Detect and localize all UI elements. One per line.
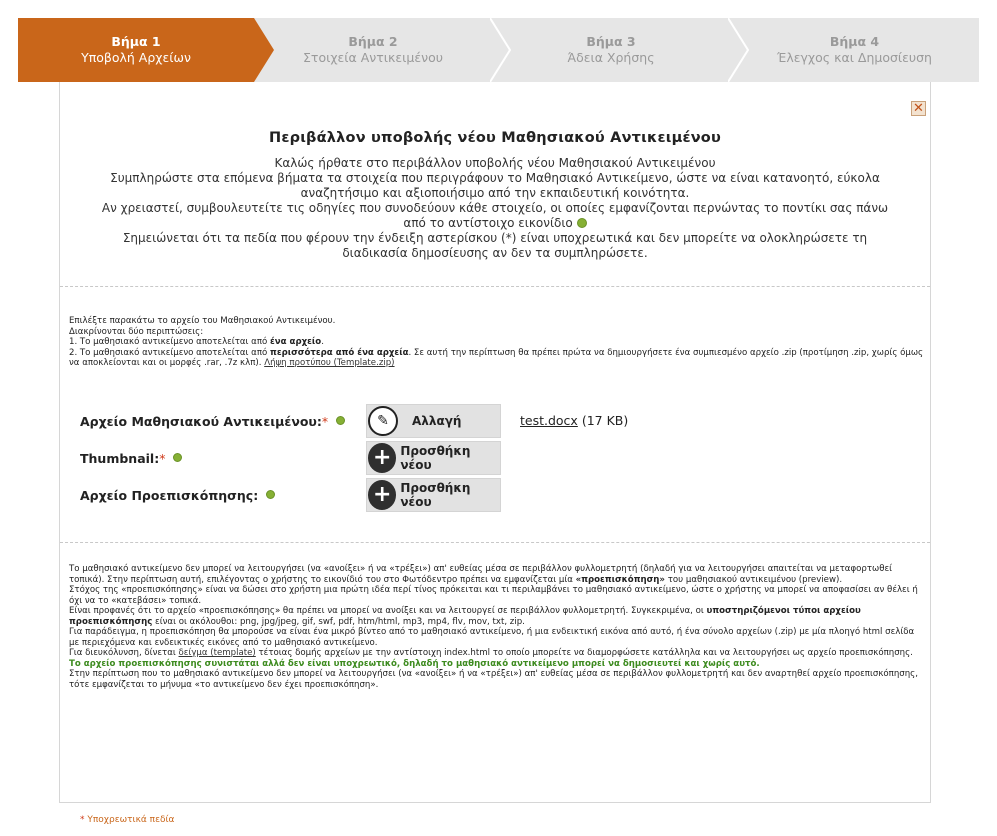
instructions-line-3 (69, 337, 924, 348)
plus-icon: + (368, 443, 396, 473)
instructions-line-1: Επιλέξτε παρακάτω το αρχείο του Μαθησιακού Αντικειμένου. (69, 316, 336, 326)
info-p1-pre: Το μαθησιακό αντικείμενο δεν μπορεί να λειτουργήσει (να «ανοίξει» ή να «τρέξει») απ' ευθείας μέσα σε περιβάλλον φυλλομετρητή (δηλαδή για να λειτουργήσει απαιτείται να μεταφορτωθεί τοπικά). Στην περίπτωση αυτή, επιλέγοντας ο χρήστης το εικονίδιό του στο Φωτόδεντρο πρέπει να εμφανίζεται μία (69, 564, 893, 585)
page-title: Περιβάλλον υποβολής νέου Μαθησιακού Αντικειμένου (269, 130, 721, 146)
info-p3-bold: υποστηριζόμενοι τύποι αρχείου προεπισκόπησης (69, 606, 861, 627)
learning-object-file-row (80, 404, 920, 438)
info-paragraph-4: Για παράδειγμα, η προεπισκόπηση θα μπορούσε να είναι ένα μικρό βίντεο από το μαθησιακό αντικείμενο, ή μια ενδεικτική εικόνα από αυτό, ή ένα σύνολο αρχείων (.zip) με μία πλοηγό html σελίδα με περιεχόμενα και ενδεικτικές εικόνες από το μαθησιακό αντικείμενο. (69, 627, 915, 648)
upload-panel (59, 82, 931, 803)
step-2-label: Στοιχεία Αντικειμένου (303, 50, 443, 65)
intro-section (60, 130, 930, 261)
info-paragraph-3 (69, 606, 924, 627)
uploaded-file-info (520, 413, 628, 428)
welcome-text: Καλώς ήρθατε στο περιβάλλον υποβολής νέου Μαθησιακού Αντικειμένου (274, 156, 716, 170)
info-paragraph-5 (69, 648, 924, 659)
step-2-object-details[interactable] (254, 18, 492, 82)
step-1-label: Υποβολή Αρχείων (81, 50, 191, 65)
required-fields-text: Υποχρεωτικά πεδία (87, 815, 175, 825)
step-4-label: Έλεγχος και Δημοσίευση (777, 50, 932, 65)
info-tip-icon[interactable] (336, 416, 345, 425)
step-3-number: Βήμα 3 (586, 34, 636, 49)
required-asterisk: * (321, 414, 329, 429)
step-1-arrow (254, 18, 274, 82)
info-p5-post: τέτοιας δομής αρχείων με την αντίστοιχη index.html το οποίο μπορείτε να διαμορφώσετε κατάλληλα και να λειτουργήσει ως αρχείο προεπισκόπησης. (255, 648, 913, 658)
step-3-label: Άδεια Χρήσης (567, 50, 655, 65)
info-p1-bold: «προεπισκόπηση» (575, 574, 665, 585)
file-instructions (69, 316, 924, 369)
intro-text-3 (60, 201, 930, 231)
info-p1-post: του μαθησιακού αντικειμένου (preview). (664, 574, 843, 585)
wizard-stepper (18, 18, 979, 82)
step-1-number: Βήμα 1 (111, 34, 161, 49)
uploaded-file-link[interactable]: test.docx (520, 413, 578, 428)
info-paragraph-7: Στην περίπτωση που το μαθησιακό αντικείμενο δεν μπορεί να λειτουργήσει (να «ανοίξει» ή να «τρέξει») απ' ευθείας μέσα σε περιβάλλον φυλλομετρητή και δεν αναρτηθεί αρχείο προεπισκόπησης, τότε εμφανίζεται το μήνυμα «το αντικείμενο δεν έχει προεπισκόπηση». (69, 669, 918, 690)
required-asterisk: * (159, 451, 166, 466)
thumbnail-row (80, 441, 920, 475)
instructions-line-4-bold: περισσότερα από ένα αρχεία (270, 347, 409, 358)
change-button-label: Αλλαγή (412, 414, 462, 428)
thumbnail-label-text: Thumbnail: (80, 451, 160, 466)
instructions-line-4-pre: 2. Το μαθησιακό αντικείμενο αποτελείται από (69, 347, 271, 358)
info-paragraph-6: Το αρχείο προεπισκόπησης συνιστάται αλλά δεν είναι υποχρεωτικό, δηλαδή το μαθησιακό αντικείμενο μπορεί να δημοσιευτεί και χωρίς αυτό. (69, 658, 760, 669)
instructions-line-2: Διακρίνονται δύο περιπτώσεις: (69, 326, 204, 337)
info-p3-post: είναι οι ακόλουθοι: png, jpg/jpeg, gif, swf, pdf, htm/html, mp3, mp4, flv, mov, txt, zip. (152, 616, 525, 627)
thumbnail-label (80, 451, 182, 466)
instructions-line-4-post: . Σε αυτή την περίπτωση θα πρέπει πρώτα να δημιουργήσετε ένα συμπιεσμένο αρχείο .zip (προτίμηση .zip, χωρίς όμως να αποκλείονται και οι μορφές .rar, .7z κλπ). (69, 347, 924, 368)
step-2-number: Βήμα 2 (348, 34, 398, 49)
preview-file-label (80, 488, 275, 503)
preview-info-text (69, 564, 924, 690)
info-p3-pre: Είναι προφανές ότι το αρχείο «προεπισκόπησης» θα πρέπει να μπορεί να ανοίξει και να λειτουργεί σε περιβάλλον φυλλομετρητή. Συγκεκριμένα, οι (69, 606, 707, 616)
required-asterisk: * (80, 815, 85, 825)
add-thumbnail-button[interactable] (366, 441, 501, 475)
info-tip-icon[interactable] (266, 490, 275, 499)
preview-label-text: Αρχείο Προεπισκόπησης: (80, 488, 259, 503)
step-3-separator (728, 18, 750, 82)
template-download-link[interactable]: Λήψη προτύπου (Template.zip) (264, 358, 395, 368)
plus-icon: + (368, 480, 396, 510)
close-icon: ✕ (913, 101, 924, 116)
intro-text-2: Συμπληρώστε στα επόμενα βήματα τα στοιχεία που περιγράφουν το Μαθησιακό Αντικείμενο, ώστε να είναι κατανοητό, εύκολα αναζητήσιμο και αξιοποιήσιμο από την εκπαιδευτική κοινότητα. (110, 171, 880, 200)
step-4-number: Βήμα 4 (829, 34, 880, 49)
close-button[interactable] (911, 101, 926, 116)
divider (60, 286, 930, 287)
learning-object-label-text: Αρχείο Μαθησιακού Αντικειμένου: (80, 414, 322, 429)
instructions-line-3-pre: 1. Το μαθησιακό αντικείμενο αποτελείται από (69, 337, 271, 347)
info-paragraph-2: Στόχος της «προεπισκόπησης» είναι να δώσει στο χρήστη μια πρώτη ιδέα περί τίνος πρόκειται και τι περιλαμβάνει το μαθησιακό αντικείμενο, ώστε ο χρήστης να μπορεί να αποφασίσει αν θέλει ή όχι να το «κατεβάσει» τοπικά. (69, 585, 918, 606)
step-1-upload-files[interactable] (18, 18, 254, 82)
pencil-icon: ✎ (368, 406, 398, 436)
change-file-button[interactable] (366, 404, 501, 438)
add-preview-label: Προσθήκη νέου (400, 481, 471, 509)
preview-file-row (80, 478, 920, 512)
instructions-line-3-bold: ένα αρχείο (270, 337, 322, 347)
step-3-license[interactable] (492, 18, 730, 82)
info-paragraph-1 (69, 564, 924, 585)
learning-object-file-label (80, 414, 345, 429)
step-2-separator (490, 18, 512, 82)
preview-template-link[interactable]: δείγμα (template) (178, 648, 256, 658)
uploaded-file-size: (17 KB) (581, 413, 629, 428)
info-tip-icon[interactable] (173, 453, 182, 462)
required-fields-note (80, 815, 174, 825)
intro-text-4: Σημειώνεται ότι τα πεδία που φέρουν την ένδειξη αστερίσκου (*) είναι υποχρεωτικά και δεν μπορείτε να ολοκληρώσετε τη διαδικασία δημοσίευσης αν δεν τα συμπληρώσετε. (122, 231, 868, 260)
add-preview-button[interactable] (366, 478, 501, 512)
divider (60, 542, 930, 543)
add-thumbnail-label: Προσθήκη νέου (400, 444, 471, 472)
info-p5-pre: Για διευκόλυνση, δίνεται (69, 648, 179, 658)
step-4-review-publish[interactable] (730, 18, 979, 82)
info-tip-icon (577, 218, 587, 228)
instructions-line-3-post: . (321, 337, 324, 347)
instructions-line-4 (69, 348, 924, 369)
intro-text-3-content: Αν χρειαστεί, συμβουλευτείτε τις οδηγίες που συνοδεύουν κάθε στοιχείο, οι οποίες εμφανίζονται περνώντας το ποντίκι σας πάνω από το αντίστοιχο εικονίδιο (101, 201, 889, 230)
